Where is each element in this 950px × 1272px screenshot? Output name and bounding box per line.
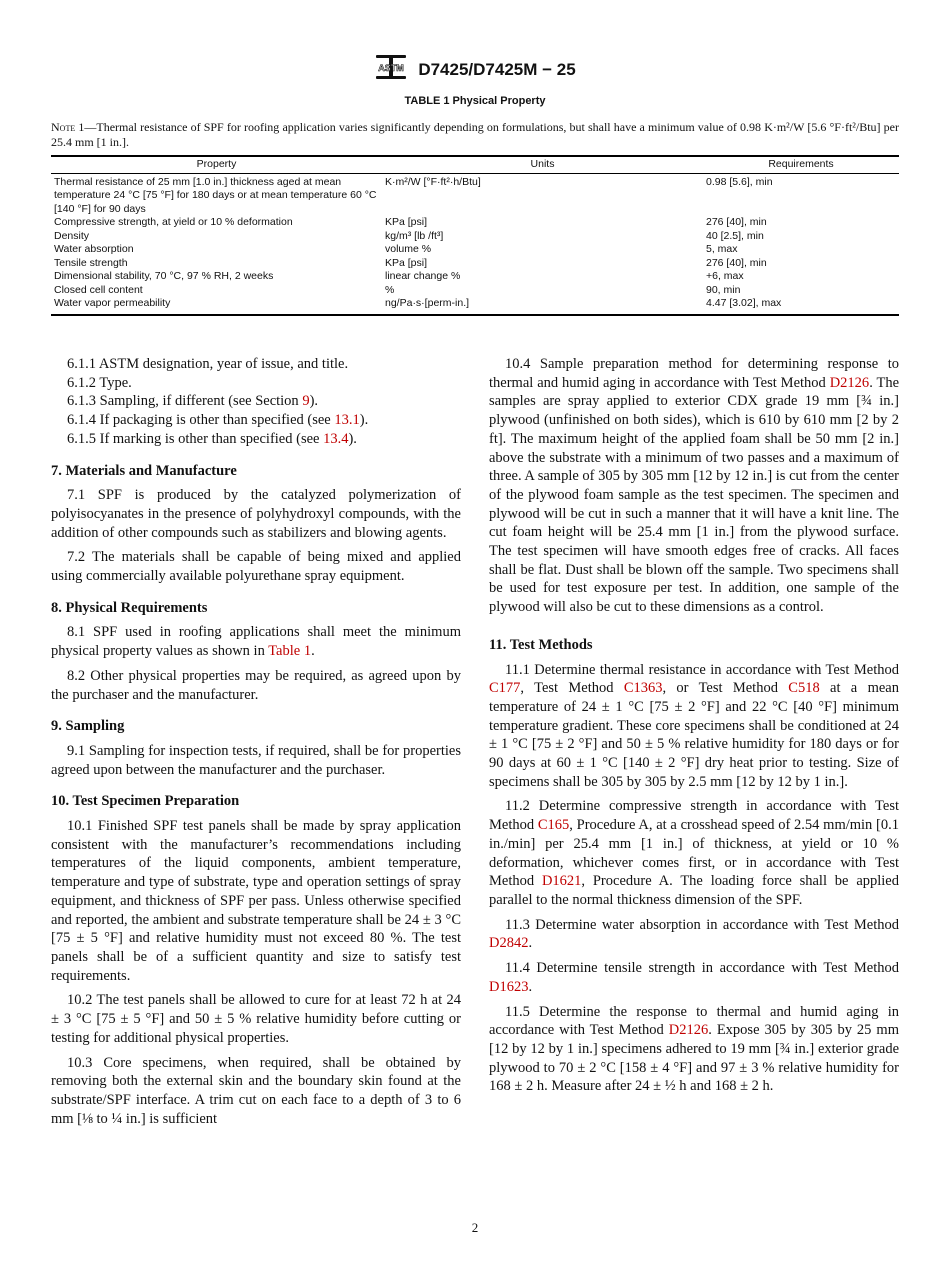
table-header-row [51,156,899,173]
text: . [528,935,533,952]
page-header [0,52,950,87]
test-method-link[interactable]: D1621 [541,873,582,890]
paragraph: 10.1 Finished SPF test panels shall be made by spray application consistent with the manufacturer’s recommendations including temperatures of the liquid components, ambient temperature, temperature and type of substrate, type and operation settings of spray equipment, and thickness of SPF per pass. Unless otherwise specified and reported, the ambient and substrate temperature shall be 24 ± 3 °C [75 ± 5 °F] and relative humidity must not exceed 80 %. The test panels shall be of a sufficient quantity and size to satisfy test requirements. [51,818,461,984]
text: 11.4 Determine tensile strength in accordance with Test Method [505,960,899,977]
table-row [51,257,899,271]
list-item [51,430,461,449]
test-method-link[interactable]: D2126 [829,374,870,391]
cell-requirement: 0.98 [5.6], min [706,175,773,188]
paragraph [489,959,899,996]
list-item [51,411,461,430]
text: , Test Method [520,680,624,697]
cell-requirement: 40 [2.5], min [706,229,764,242]
list-item [51,374,461,393]
section-heading: 8. Physical Requirements [51,599,208,616]
cell-property: Tensile strength [54,256,128,269]
table-row [51,230,899,244]
test-method-link[interactable]: C177 [489,680,521,697]
paragraph: 9.1 Sampling for inspection tests, if required, shall be for properties agreed upon between the manufacturer and the purchaser. [51,742,461,778]
text: 10.4 Sample preparation method for determining response to thermal and humid aging in accordance with Test Method [489,356,899,391]
astm-logo-text: ASTM [378,63,405,73]
text: , Procedure A, at a crosshead speed of 2.54 mm/min [0.1 in./min] per 25.4 mm [1 in.] of thickness, at yield or 10 % deformation, whichever comes first, or in accordance with Test Method [489,817,900,890]
text: 11.2 Determine compressive strength in accordance with Test Method [489,798,899,834]
physical-property-table [51,155,899,316]
test-method-link[interactable]: D2126 [668,1022,709,1039]
test-method-link[interactable]: C1363 [623,680,663,697]
text: 11.5 Determine the response to thermal and humid aging in accordance with Test Method [489,1003,899,1039]
header-units: Units [382,156,703,173]
section-link[interactable]: 13.1 [334,412,360,429]
cell-units: volume % [385,243,432,255]
text: 11.3 Determine water absorption in accordance with Test Method [505,916,899,933]
item-text: 6.1.4 If packaging is other than specified (see [67,412,335,429]
cell-units: K·m²/W [°F·ft²·h/Btu] [385,175,481,188]
section-link[interactable]: 13.4 [323,430,349,447]
cell-requirement: 276 [40], min [706,256,767,269]
table-row [51,297,899,315]
cell-property: Water vapor permeability [54,297,171,309]
item-tail: ). [348,430,357,447]
paragraph [489,797,899,909]
cell-property: Density [54,229,90,242]
text: . Expose 305 by 305 by 25 mm [12 by 12 by 1 in.] specimens adhered to 19 mm [¾ in.] exterior grade plywood to 70 ± 2 °C [158 ± 4 °F] and 97 ± 3 % relative humidity for 168 ± 2 h. Measure after 24 ± ½ h and 168 ± 2 h. [489,1022,899,1095]
cell-requirement: 90, min [706,283,741,296]
cell-units: KPa [psi] [385,256,428,269]
paragraph: 8.2 Other physical properties may be required, as agreed upon by the purchaser and the manufacturer. [51,667,461,703]
astm-logo [374,52,408,87]
test-method-link[interactable]: C165 [537,817,570,834]
section-heading: 11. Test Methods [489,636,593,653]
cell-units: % [385,283,395,296]
section-heading: 7. Materials and Manufacture [51,462,237,479]
paragraph [489,1003,899,1097]
text: . [311,643,315,660]
text: , Procedure A. The loading force shall be applied parallel to the normal thickness dimension of the SPF. [489,873,899,908]
cell-requirement: 4.47 [3.02], max [706,297,782,309]
test-method-link[interactable]: D1623 [489,978,529,995]
cell-property: Dimensional stability, 70 °C, 97 % RH, 2 weeks [54,270,274,282]
paragraph: 10.3 Core specimens, when required, shall be obtained by removing both the external skin and the boundary skin found at the substrate/SPF interface. A trim cut on each face to a depth of 3 to 6 mm [⅛ to ¼ in.] is sufficient [51,1054,461,1127]
right-column [489,355,899,1102]
paragraph: 7.2 The materials shall be capable of being mixed and applied using commercially available polyurethane spray equipment. [51,549,461,585]
cell-requirement: 276 [40], min [706,216,767,228]
text: at a mean temperature of 24 ± 1 °C [75 ± 2 °F] and 22 °C [40 °F] minimum temperature gradient. These core specimens shall be conditioned at 24 ± 1 °C [75 ± 2 °F] and 50 ± 5 % relative humidity for 180 days or for 90 days at 60 ± 1 °C [140 ± 2 °F] dry heat prior to testing. Size of specimens shall be 305 by 305 by 2.5 mm [12 by 12 by 1 in.]. [489,680,899,790]
item-text: 6.1.5 If marking is other than specified (see [67,430,324,447]
table-row [51,243,899,257]
section-heading: 9. Sampling [51,718,125,735]
paragraph: 10.2 The test panels shall be allowed to cure for at least 72 h at 24 ± 3 °C [75 ± 5 °F] and 50 ± 5 % relative humidity before cutting or testing for additional physical properties. [51,992,461,1046]
list-item [51,355,461,374]
cell-units: linear change % [385,270,461,282]
paragraph [489,661,899,792]
cell-property: Water absorption [54,243,134,255]
cell-property: Closed cell content [54,283,143,296]
paragraph [51,623,461,660]
cell-units: ng/Pa·s·[perm-in.] [385,297,470,309]
paragraph [489,916,899,953]
table-row [51,173,899,216]
cell-requirement: +6, max [706,270,744,282]
section-link[interactable]: 9 [302,393,310,410]
cell-units: kg/m³ [lb /ft³] [385,229,444,242]
text: 11.1 Determine thermal resistance in accordance with Test Method [505,661,899,678]
table-link[interactable]: Table 1 [268,643,312,660]
table-row [51,284,899,298]
note-label: Note 1 [51,120,85,134]
list-item [51,392,461,411]
standard-designation: D7425/D7425M − 25 [418,59,576,79]
paragraph [489,355,899,617]
header-property: Property [51,156,382,173]
cell-property: Compressive strength, at yield or 10 % deformation [54,216,293,228]
text: . [528,978,533,995]
test-method-link[interactable]: C518 [788,680,820,697]
text: 8.1 SPF used in roofing applications shall meet the minimum physical property values as shown in [51,624,461,660]
text: , or Test Method [662,680,789,697]
item-text: 6.1.1 ASTM designation, year of issue, and title. [67,356,349,372]
cell-requirement: 5, max [706,243,738,255]
cell-property: Thermal resistance of 25 mm [1.0 in.] thickness aged at mean temperature 24 °C [75 °F] for 180 days or at mean temperature 60 °C [140 °F] for 90 days [54,175,377,215]
table-title: TABLE 1 Physical Property [404,95,546,107]
item-text: 6.1.2 Type. [67,374,132,391]
table-row [51,270,899,284]
test-method-link[interactable]: D2842 [489,935,529,952]
left-column [51,355,461,1134]
section-heading: 10. Test Specimen Preparation [51,793,240,810]
cell-units: KPa [psi] [385,216,428,228]
item-tail: ). [309,393,319,410]
table-row [51,216,899,230]
paragraph: 7.1 SPF is produced by the catalyzed polymerization of polyisocyanates in the presence of polyhydroxyl compounds, with the addition of other compounds such as stabilizers and blowing agents. [51,487,461,541]
text: . The samples are spray applied to exterior CDX grade 19 mm [¾ in.] plywood (unfinished on both sides), which is 610 by 610 mm [2 by 2 ft]. The maximum height of the applied foam shall be 50 mm [2 in.] above the substrate with a minimum of two passes and a maximum of three. A sample of 305 by 305 mm [12 by 12 in.] is cut from the center of the plywood foam sample as the test specimen. The specimen and plywood will be cut in such a manner that it will have a knit line. The cut foam height will be 25.4 mm [1 in.] from the plywood surface. The test specimen will have smooth edges free of cracks. All faces shall be flat. Dust shall be blown off the sample. Two specimens shall be used for test exposure per test. In addition, one sample of the plywood will also be cut to these dimensions as a control. [489,374,899,616]
note-text: —Thermal resistance of SPF for roofing application varies significantly depending on formulations, but shall have a minimum value of 0.98 K·m²/W [5.6 °F·ft²/Btu] per 25.4 mm [1 in.]. [51,120,900,149]
header-requirements: Requirements [703,156,899,173]
item-text: 6.1.3 Sampling, if different (see Section [67,393,303,410]
page-number: 2 [471,1220,479,1235]
item-tail: ). [359,412,369,429]
table-note [51,120,899,149]
